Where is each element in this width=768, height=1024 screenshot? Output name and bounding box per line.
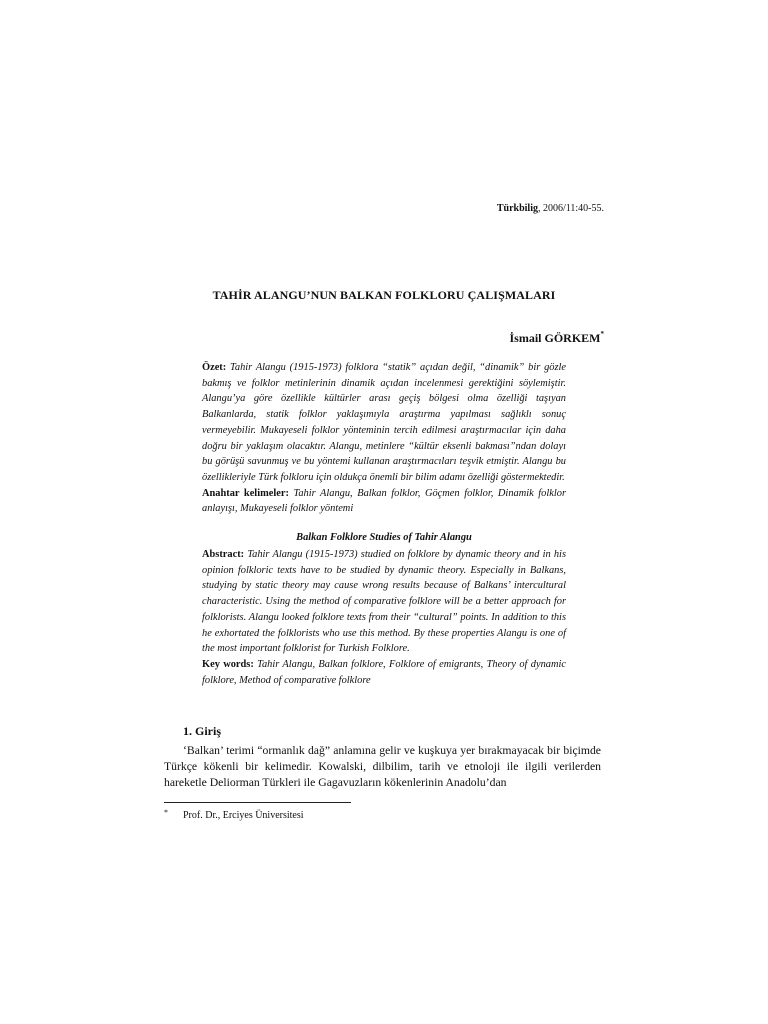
author-name: İsmail GÖRKEM [509,331,601,345]
author-footnote-mark: * [600,330,604,338]
author-line [509,331,604,346]
section-heading: 1. Giriş [183,724,221,738]
turkish-abstract [202,360,566,517]
abstract-text: Tahir Alangu (1915-1973) studied on folklore by dynamic theory and in his opinion folkloric texts have to be studied by dynamic theory. Especially in Balkans, studying by static theory may cause wrong results because of Balkans’ intercultural characteristic. Using the method of comparative folklore will be a better approach for folklorists. Alangu looked folklore texts from their “cultural” points. In addition to this he exhortated the folklorists who use this method. By these properties Alangu is one of the most important folklorist for Turkish Folklore. [202,549,566,655]
footnote [164,810,304,821]
turkish-keywords-label: Anahtar kelimeler: [202,487,289,499]
journal-citation [497,203,604,214]
ozet-text: Tahir Alangu (1915-1973) folklora “statik” açıdan değil, “dinamik” bir gözle bakmış ve folklor metinlerinin dinamik açıdan incelenmesi gerektiğini söylemiştir. Alangu’ya göre özellikle kültürler arası geçiş bölgesi olma özelliği taşıyan Balkanlarda, statik folklor yaklaşımıyla araştırma yapılması sağlıklı sonuç vermeyebilir. Mukayeseli folklor yönteminin tercih edilmesi araştırmacılar için daha doğru bir yaklaşım olacaktır. Alangu, metinlere “kültür eksenli bakması”ndan dolayı bu görüşü savunmuş ve bu yöntemi kullanan araştırmacıları teşvik etmiştir. Alangu bu özellikleriyle Türk folkloru için oldukça önemli bir bilim adamı özelliği göstermektedir. [202,362,566,483]
body-paragraph [164,743,601,790]
footnote-text: Prof. Dr., Erciyes Üniversitesi [183,810,304,821]
english-keywords-label: Key words: [202,658,254,670]
footnote-divider [164,802,351,803]
body-text: ‘Balkan’ terimi “ormanlık dağ” anlamına gelir ve kuşkuya yer bırakmayacak bir biçimde Türkçe kökenli bir kelimedir. Kowalski, dilbilim, tarih ve etnoloji ile ilgili verilerden hareketle Deliorman Türkleri ile Gagavuzların kökenlerinin Anadolu’dan [164,744,601,789]
english-keywords: Tahir Alangu, Balkan folklore, Folklore of emigrants, Theory of dynamic folklore, Method of comparative folklore [202,658,566,686]
footnote-mark: * [164,808,168,817]
english-title: Balkan Folklore Studies of Tahir Alangu [296,532,472,543]
abstract-label: Abstract: [202,549,245,560]
turkish-keywords: Tahir Alangu, Balkan folklor, Göçmen folklor, Dinamik folklor anlayışı, Mukayeseli folklor yöntemi [202,487,566,515]
english-abstract [202,547,566,688]
article-title: TAHİR ALANGU’NUN BALKAN FOLKLORU ÇALIŞMALARI [212,288,556,302]
journal-name: Türkbilig [496,203,538,214]
ozet-label: Özet: [202,362,227,373]
journal-issue-pages: , 2006/11:40-55. [537,203,604,214]
